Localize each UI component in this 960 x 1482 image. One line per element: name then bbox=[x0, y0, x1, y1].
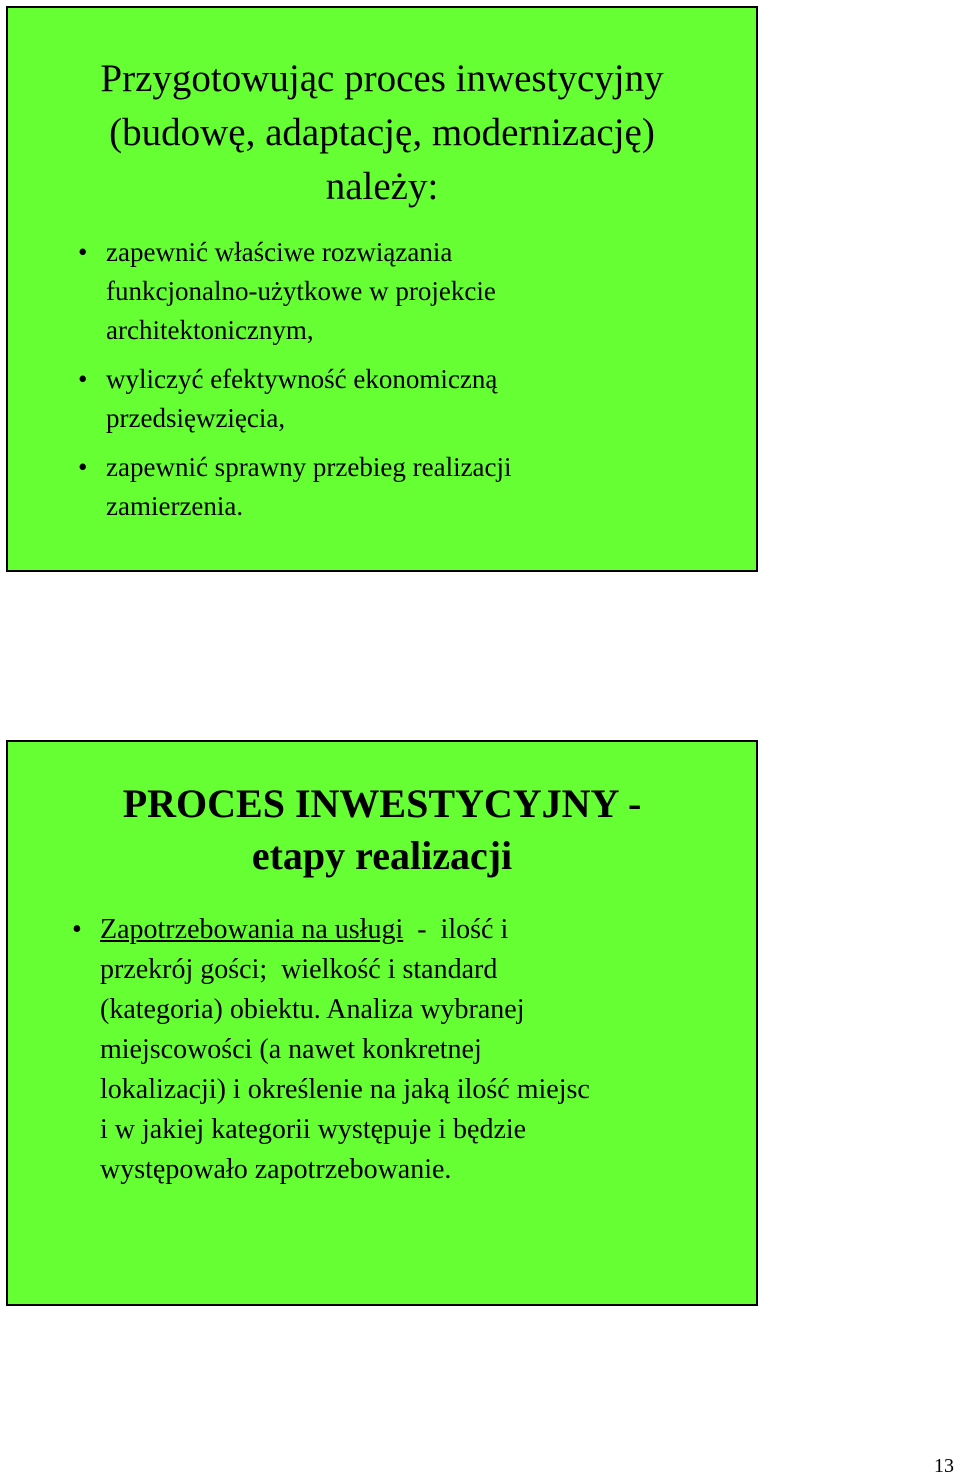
bullet-text: - ilość i bbox=[403, 914, 509, 945]
title-line: należy: bbox=[325, 165, 439, 208]
bullet-item bbox=[72, 910, 736, 1190]
bullet-line: miejscowości (a nawet konkretnej bbox=[100, 1034, 482, 1065]
title-line: etapy realizacji bbox=[251, 833, 513, 878]
bullet-line: przedsięwzięcia, bbox=[106, 403, 286, 433]
bullet-line: zapewnić sprawny przebieg realizacji bbox=[106, 452, 512, 482]
bullet-first-line bbox=[100, 910, 736, 950]
title-line: PROCES INWESTYCYJNY - bbox=[122, 781, 642, 826]
page-number: 13 bbox=[934, 1455, 954, 1477]
slide-2-title bbox=[8, 778, 756, 882]
bullet-line: lokalizacji) i określenie na jaką ilość miejsc bbox=[100, 1074, 590, 1105]
bullet-item bbox=[78, 448, 736, 526]
bullet-dot-icon: • bbox=[78, 237, 88, 267]
title-line: Przygotowując proces inwestycyjny bbox=[100, 57, 664, 100]
bullet-item bbox=[78, 233, 736, 350]
bullet-line: przekrój gości; wielkość i standard bbox=[100, 954, 498, 985]
bullet-item bbox=[78, 360, 736, 438]
bullet-dot-icon: • bbox=[78, 364, 88, 394]
bullet-dot-icon: • bbox=[72, 914, 82, 945]
slide-investment-process-stages bbox=[6, 740, 758, 1306]
bullet-line: zapewnić właściwe rozwiązania bbox=[106, 237, 453, 267]
bullet-dot-icon: • bbox=[78, 452, 88, 482]
bullet-line: występowało zapotrzebowanie. bbox=[100, 1154, 452, 1185]
slide-2-bullet-list bbox=[72, 910, 736, 1200]
demand-heading: Zapotrzebowania na usługi bbox=[100, 914, 404, 945]
bullet-line: (kategoria) obiektu. Analiza wybranej bbox=[100, 994, 525, 1025]
bullet-line: architektonicznym, bbox=[106, 315, 314, 345]
bullet-line: i w jakiej kategorii występuje i będzie bbox=[100, 1114, 527, 1145]
bullet-line: wyliczyć efektywność ekonomiczną bbox=[106, 364, 498, 394]
slide-1-bullet-list bbox=[78, 233, 736, 536]
bullet-line: funkcjonalno-użytkowe w projekcie bbox=[106, 276, 496, 306]
slide-investment-preparation bbox=[6, 6, 758, 572]
title-line: (budowę, adaptację, modernizację) bbox=[109, 111, 655, 154]
bullet-line: zamierzenia. bbox=[106, 491, 244, 521]
slide-1-title bbox=[8, 52, 756, 214]
